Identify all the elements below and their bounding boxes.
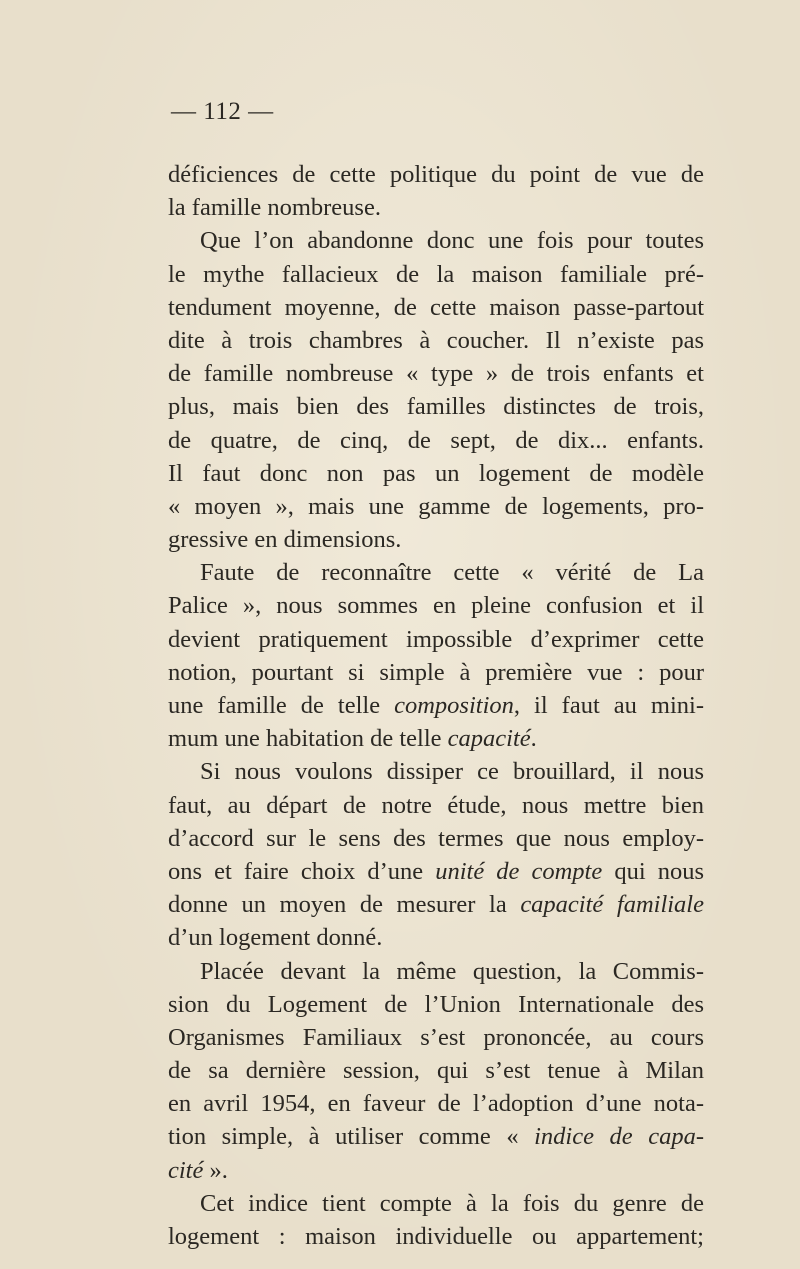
text-run: logement : maison individuelle ou appartement; xyxy=(168,1223,704,1250)
text-run: tendument moyenne, de cette maison passe-partout xyxy=(168,293,704,321)
text-run: de sa dernière session, qui s’est tenue à Milan xyxy=(168,1057,704,1085)
text-line xyxy=(168,1021,704,1054)
text-line xyxy=(168,158,704,191)
text-line xyxy=(168,1087,704,1120)
text-run: Placée devant la même question, la Commis- xyxy=(200,957,704,985)
text-line xyxy=(168,457,704,490)
text-line xyxy=(168,291,704,324)
text-run: , il faut au mini- xyxy=(513,692,704,719)
text-line xyxy=(168,191,704,224)
text-line xyxy=(168,988,704,1021)
text-run: d’un logement donné. xyxy=(168,924,383,952)
text-line xyxy=(168,921,704,954)
text-line xyxy=(168,888,704,921)
text-line xyxy=(168,1054,704,1087)
text-run: de quatre, de cinq, de sept, de dix... enfants. xyxy=(168,426,704,454)
text-line xyxy=(168,755,704,788)
italic-text: unité de compte xyxy=(435,857,603,885)
text-run: Organismes Familiaux s’est prononcée, au cours xyxy=(168,1023,704,1051)
text-run: gressive en dimensions. xyxy=(168,526,402,554)
italic-text: indice de capa- xyxy=(534,1123,704,1151)
text-run: Que l’on abandonne donc une fois pour toutes xyxy=(200,227,704,255)
text-line xyxy=(168,1187,704,1220)
text-line xyxy=(168,1220,704,1253)
text-line xyxy=(168,656,704,689)
text-run: dite à trois chambres à coucher. Il n’existe pas xyxy=(168,326,704,354)
text-line xyxy=(168,357,704,390)
text-run: la famille nombreuse. xyxy=(168,194,381,222)
text-run: ». xyxy=(203,1156,228,1184)
text-line xyxy=(168,623,704,656)
text-line xyxy=(168,258,704,291)
text-run: une famille de telle xyxy=(168,692,395,719)
text-run: . xyxy=(530,725,537,753)
text-line xyxy=(168,324,704,357)
text-run: notion, pourtant si simple à première vue : pour xyxy=(168,658,704,686)
text-run: en avril 1954, en faveur de l’adoption d’une nota- xyxy=(168,1090,704,1118)
text-run: tion simple, à utiliser comme « xyxy=(168,1123,535,1151)
text-run: plus, mais bien des familles distinctes de trois, xyxy=(168,393,704,421)
text-line xyxy=(168,689,704,722)
text-run: déficiences de cette politique du point de vue de xyxy=(168,161,704,188)
text-run: donne un moyen de mesurer la xyxy=(168,891,521,919)
text-run: Palice », nous sommes en pleine confusion et il xyxy=(168,592,704,620)
text-run: Faute de reconnaître cette « vérité de La xyxy=(200,559,704,587)
italic-text: capacité xyxy=(447,725,531,753)
text-run: « moyen », mais une gamme de logements, pro- xyxy=(168,492,704,520)
text-line xyxy=(168,224,704,257)
text-line xyxy=(168,1154,704,1187)
text-run: sion du Logement de l’Union Internationale des xyxy=(168,990,704,1018)
italic-text: cité xyxy=(168,1156,204,1184)
text-line xyxy=(168,722,704,755)
text-line xyxy=(168,1120,704,1153)
text-run: devient pratiquement impossible d’exprimer cette xyxy=(168,625,704,653)
text-run: qui nous xyxy=(602,857,704,885)
text-line xyxy=(168,424,704,457)
text-run: Cet indice tient compte à la fois du genre de xyxy=(200,1189,704,1217)
text-run: ons et faire choix d’une xyxy=(168,857,436,885)
text-run: d’accord sur le sens des termes que nous employ- xyxy=(168,824,704,852)
text-line xyxy=(168,523,704,556)
text-run: Si nous voulons dissiper ce brouillard, il nous xyxy=(200,758,704,786)
text-line xyxy=(168,955,704,988)
text-run: le mythe fallacieux de la maison familiale pré- xyxy=(168,260,704,288)
text-run: mum une habitation de telle xyxy=(168,725,448,753)
text-run: Il faut donc non pas un logement de modèle xyxy=(168,459,704,487)
page-number: — 112 — xyxy=(171,98,274,125)
text-line xyxy=(168,822,704,855)
text-line xyxy=(168,789,704,822)
italic-text: composition xyxy=(394,692,514,719)
text-run: faut, au départ de notre étude, nous mettre bien xyxy=(168,791,704,819)
text-line xyxy=(168,490,704,523)
text-line xyxy=(168,390,704,423)
text-line xyxy=(168,556,704,589)
italic-text: capacité familiale xyxy=(520,891,704,919)
text-line xyxy=(168,589,704,622)
text-line xyxy=(168,855,704,888)
text-run: de famille nombreuse « type » de trois enfants et xyxy=(168,360,704,388)
body-text xyxy=(168,158,704,1253)
